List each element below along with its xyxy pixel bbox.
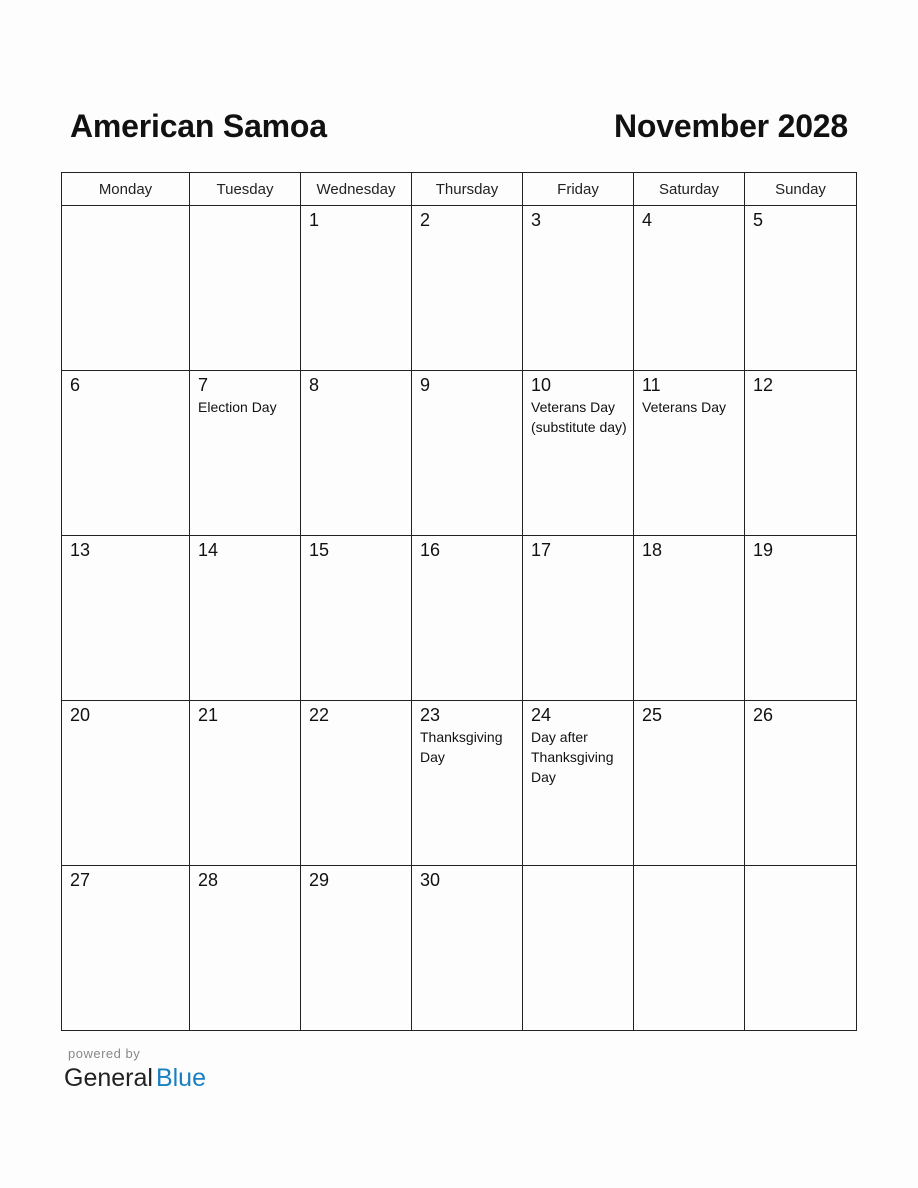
week-row bbox=[62, 371, 857, 536]
day-number: 7 bbox=[198, 375, 209, 395]
day-cell bbox=[301, 866, 412, 1031]
weekday-header: Monday bbox=[62, 173, 190, 206]
day-cell bbox=[745, 206, 857, 371]
day-number: 12 bbox=[753, 375, 774, 395]
day-cell bbox=[523, 701, 634, 866]
day-cell bbox=[412, 866, 523, 1031]
day-cell bbox=[634, 371, 745, 536]
day-cell bbox=[301, 206, 412, 371]
day-number: 2 bbox=[420, 210, 431, 230]
calendar-header bbox=[62, 104, 848, 148]
day-cell bbox=[745, 536, 857, 701]
week-row bbox=[62, 866, 857, 1031]
empty-day-cell bbox=[634, 866, 745, 1031]
weekday-header: Saturday bbox=[634, 173, 745, 206]
day-cell bbox=[412, 701, 523, 866]
generalblue-logo bbox=[64, 1062, 206, 1094]
day-cell bbox=[745, 701, 857, 866]
day-cell bbox=[190, 701, 301, 866]
day-number: 20 bbox=[70, 705, 91, 725]
day-number: 11 bbox=[642, 375, 661, 395]
day-number: 6 bbox=[70, 375, 81, 395]
day-cell bbox=[190, 536, 301, 701]
region-title: American Samoa bbox=[70, 108, 327, 144]
empty-day-cell bbox=[745, 866, 857, 1031]
weekday-header: Sunday bbox=[745, 173, 857, 206]
week-row bbox=[62, 536, 857, 701]
day-cell bbox=[62, 866, 190, 1031]
day-number: 17 bbox=[531, 540, 552, 560]
day-cell bbox=[301, 701, 412, 866]
weekday-header-row bbox=[62, 173, 857, 206]
day-number: 21 bbox=[198, 705, 219, 725]
empty-day-cell bbox=[190, 206, 301, 371]
brand-blue-text: Blue bbox=[155, 1064, 206, 1092]
day-cell bbox=[523, 371, 634, 536]
day-number: 4 bbox=[642, 210, 653, 230]
day-cell bbox=[634, 206, 745, 371]
day-cell bbox=[62, 371, 190, 536]
holiday-event: Thanksgiving Day bbox=[420, 729, 503, 765]
day-cell bbox=[634, 536, 745, 701]
day-number: 28 bbox=[198, 870, 219, 890]
day-number: 10 bbox=[531, 375, 552, 395]
day-number: 13 bbox=[70, 540, 91, 560]
week-row bbox=[62, 701, 857, 866]
footer-branding bbox=[64, 1046, 206, 1094]
day-cell bbox=[190, 866, 301, 1031]
powered-by-label: powered by bbox=[68, 1046, 141, 1061]
weekday-header: Thursday bbox=[412, 173, 523, 206]
day-cell bbox=[745, 371, 857, 536]
day-cell bbox=[412, 206, 523, 371]
day-number: 30 bbox=[420, 870, 441, 890]
day-number: 15 bbox=[309, 540, 330, 560]
day-number: 9 bbox=[420, 375, 431, 395]
day-number: 14 bbox=[198, 540, 219, 560]
holiday-event: Election Day bbox=[198, 399, 277, 415]
day-cell bbox=[412, 371, 523, 536]
day-number: 29 bbox=[309, 870, 330, 890]
day-number: 5 bbox=[753, 210, 764, 230]
empty-day-cell bbox=[523, 866, 634, 1031]
day-number: 23 bbox=[420, 705, 441, 725]
day-number: 22 bbox=[309, 705, 330, 725]
weekday-header: Friday bbox=[523, 173, 634, 206]
weekday-header: Tuesday bbox=[190, 173, 301, 206]
day-number: 18 bbox=[642, 540, 663, 560]
day-cell bbox=[301, 536, 412, 701]
day-number: 19 bbox=[753, 540, 774, 560]
day-number: 27 bbox=[70, 870, 91, 890]
day-cell bbox=[523, 536, 634, 701]
day-cell bbox=[62, 536, 190, 701]
week-row bbox=[62, 206, 857, 371]
day-number: 3 bbox=[531, 210, 542, 230]
day-number: 8 bbox=[309, 375, 320, 395]
day-cell bbox=[523, 206, 634, 371]
day-cell bbox=[62, 701, 190, 866]
weekday-header: Wednesday bbox=[301, 173, 412, 206]
day-number: 25 bbox=[642, 705, 663, 725]
day-cell bbox=[190, 371, 301, 536]
brand-general-text: General bbox=[64, 1064, 153, 1092]
day-number: 26 bbox=[753, 705, 774, 725]
day-cell bbox=[412, 536, 523, 701]
day-number: 16 bbox=[420, 540, 441, 560]
day-number: 24 bbox=[531, 705, 552, 725]
holiday-event: Day after Thanksgiving Day bbox=[531, 729, 614, 785]
day-cell bbox=[301, 371, 412, 536]
holiday-event: Veterans Day (substitute day) bbox=[531, 399, 627, 435]
day-number: 1 bbox=[309, 210, 320, 230]
holiday-event: Veterans Day bbox=[642, 399, 727, 415]
empty-day-cell bbox=[62, 206, 190, 371]
month-year-title: November 2028 bbox=[614, 108, 848, 144]
day-cell bbox=[634, 701, 745, 866]
calendar-grid bbox=[61, 172, 857, 1031]
